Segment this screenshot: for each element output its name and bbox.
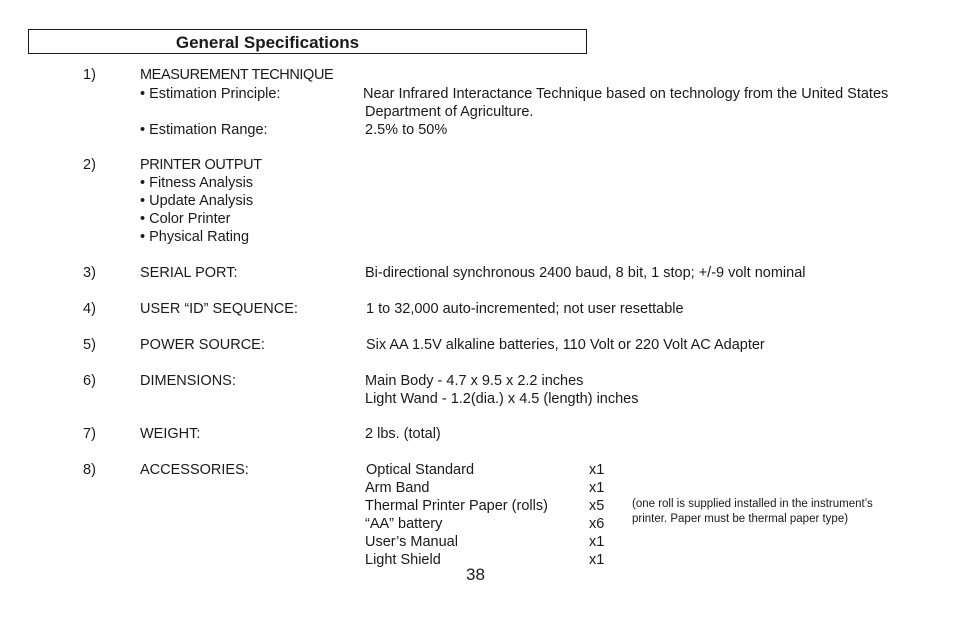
estimation-range-label: • Estimation Range: (140, 122, 268, 138)
accessory-name: Optical Standard (366, 462, 475, 478)
paper-note-line-2: printer. Paper must be thermal paper type) (632, 513, 849, 525)
section-1-heading: MEASUREMENT TECHNIQUE (140, 67, 334, 83)
weight-value: 2 lbs. (total) (365, 426, 441, 442)
section-1-number: 1) (83, 67, 96, 83)
estimation-principle-value-line-2: Department of Agriculture. (365, 104, 534, 120)
dimensions-value-line-1: Main Body - 4.7 x 9.5 x 2.2 inches (365, 373, 584, 389)
accessory-name: Arm Band (365, 480, 430, 496)
section-4-number: 4) (83, 301, 96, 317)
section-5-heading: POWER SOURCE: (140, 337, 265, 353)
accessory-qty: x1 (589, 552, 605, 568)
accessory-qty: x1 (589, 534, 605, 550)
accessory-name: “AA” battery (365, 516, 443, 532)
section-5-number: 5) (83, 337, 96, 353)
page-title: General Specifications (175, 33, 360, 52)
section-7-heading: WEIGHT: (140, 426, 201, 442)
estimation-range-value: 2.5% to 50% (365, 122, 448, 138)
printer-output-item: • Fitness Analysis (140, 175, 254, 191)
serial-port-value: Bi-directional synchronous 2400 baud, 8 bit, 1 stop; +/-9 volt nominal (365, 265, 806, 281)
estimation-principle-label: • Estimation Principle: (140, 86, 281, 102)
section-6-number: 6) (83, 373, 96, 389)
printer-output-item: • Color Printer (140, 211, 231, 227)
accessory-name: Thermal Printer Paper (rolls) (365, 498, 548, 514)
section-2-heading: PRINTER OUTPUT (140, 157, 262, 173)
section-3-number: 3) (83, 265, 96, 281)
section-2-number: 2) (83, 157, 96, 173)
power-source-value: Six AA 1.5V alkaline batteries, 110 Volt or 220 Volt AC Adapter (366, 337, 765, 353)
accessory-qty: x5 (589, 498, 605, 514)
accessory-qty: x1 (589, 480, 605, 496)
accessory-qty: x6 (589, 516, 605, 532)
page-number: 38 (466, 565, 485, 584)
section-3-heading: SERIAL PORT: (140, 265, 238, 281)
accessory-name: User’s Manual (365, 534, 458, 550)
dimensions-value-line-2: Light Wand - 1.2(dia.) x 4.5 (length) inches (365, 391, 639, 407)
section-7-number: 7) (83, 426, 96, 442)
section-6-heading: DIMENSIONS: (140, 373, 236, 389)
paper-note-line-1: (one roll is supplied installed in the instrument’s (632, 498, 873, 510)
accessory-name: Light Shield (365, 552, 441, 568)
title-box (28, 29, 587, 54)
accessory-qty: x1 (589, 462, 605, 478)
user-id-sequence-value: 1 to 32,000 auto-incremented; not user resettable (366, 301, 684, 317)
section-8-heading: ACCESSORIES: (140, 462, 249, 478)
section-4-heading: USER “ID” SEQUENCE: (140, 301, 298, 317)
estimation-principle-value-line-1: Near Infrared Interactance Technique based on technology from the United States (363, 86, 889, 102)
section-8-number: 8) (83, 462, 96, 478)
printer-output-item: • Update Analysis (140, 193, 254, 209)
printer-output-item: • Physical Rating (140, 229, 250, 245)
